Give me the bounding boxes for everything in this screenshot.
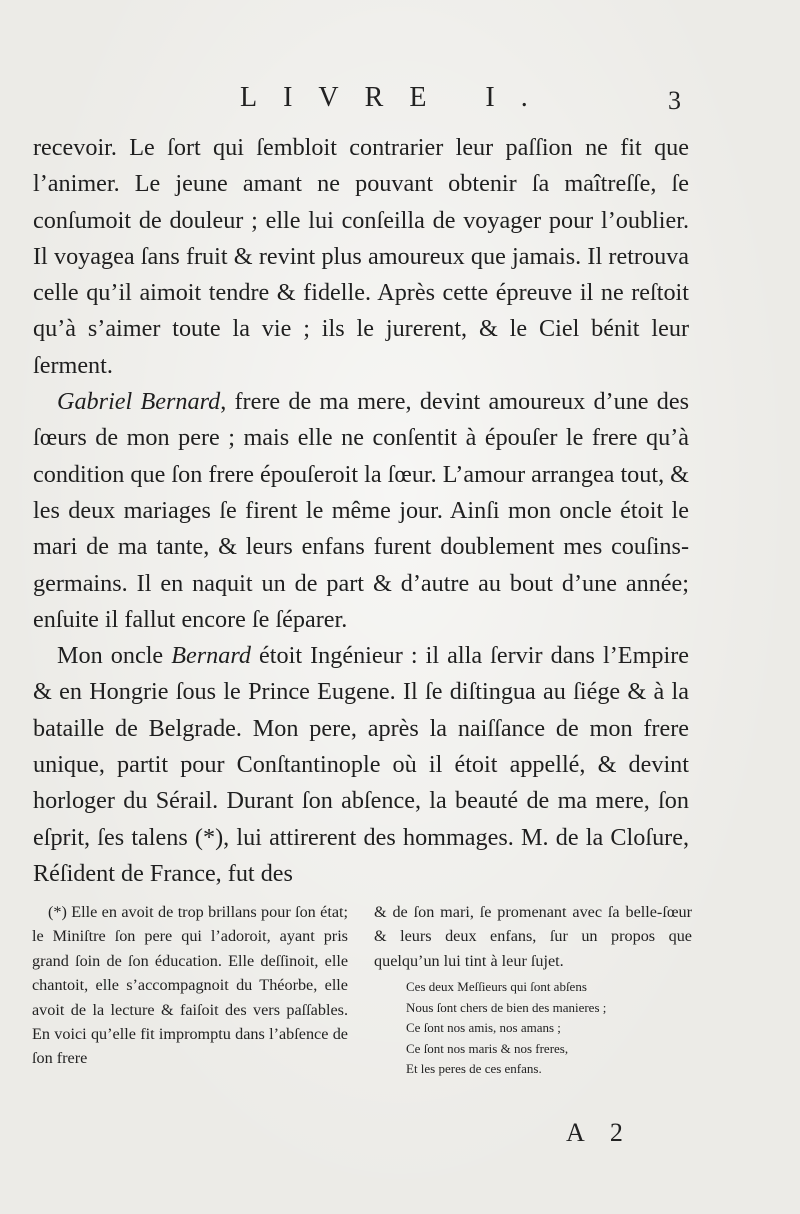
footnote-text-left: (*) Elle en avoit de trop brillans pour ſon état; le Miniſtre ſon pere qui l’adoroit, ayant pris grand ſoin de ſon éducation. Elle deſſinoit, elle chantoit, elle s’accompagnoit du Théorbe, elle avoit de la lecture & faiſoit des vers paſſables. En voici qu’elle fit impromptu dans l’abſence de ſon frere [32, 903, 348, 1068]
page-number: 3 [668, 86, 681, 115]
paragraph-2 [33, 384, 689, 638]
poem-line: Et les peres de ces enfans. [406, 1061, 542, 1077]
paragraph-2-text: , frere de ma mere, devint amoureux d’une des ſœurs de mon pere ; mais elle ne conſentit à épouſer le frere qu’à condition que ſon frere épouſeroit la ſœur. L’amour arrangea tout, & les deux mariages ſe firent le même jour. Ainſi mon oncle étoit le mari de ma tante, & leurs enfans furent doublement mes couſins-germains. Il en naquit un de part & d’autre au bout d’une année; enſuite il fallut encore ſe ſéparer. [33, 388, 689, 633]
poem [374, 977, 692, 1080]
running-head: LIVRE I. [240, 82, 554, 113]
signature-mark: A 2 [566, 1118, 633, 1147]
footnote [0, 900, 800, 1120]
person-name-gabriel-bernard: Gabriel Bernard [57, 388, 221, 416]
poem-line: Ce ſont nos amis, nos amans ; [406, 1020, 561, 1036]
paragraph-1: recevoir. Le ſort qui ſembloit contrarier leur paſſion ne fit que l’animer. Le jeune amant ne pouvant obtenir ſa maîtreſſe, ſe conſumoit de douleur ; elle lui conſeilla de voyager pour l’oublier. Il voyagea ſans fruit & revint plus amoureux que jamais. Il retrouva celle qu’il aimoit tendre & fidelle. Après cette épreuve il ne reſtoit qu’à s’aimer toute la vie ; ils le jurerent, & le Ciel bénit leur ſerment. [33, 134, 689, 379]
page-header [0, 82, 800, 118]
poem-line: Ce ſont nos maris & nos freres, [406, 1040, 569, 1056]
footnote-text-right: & de ſon mari, ſe promenant avec ſa belle-ſœur & leurs deux enfans, ſur un propos que quelqu’un lui tint à leur ſujet. [374, 903, 692, 970]
footnote-column-left [32, 900, 348, 1071]
paragraph-3-text: étoit Ingénieur : il alla ſervir dans l’Empire & en Hongrie ſous le Prince Eugene. Il ſe diſtingua au ſiége & à la bataille de Belgrade. Mon pere, après la naiſſance de mon frere unique, partit pour Conſtantinople où il étoit appellé, & devint horloger du Sérail. Durant ſon abſence, la beauté de ma mere, ſon eſprit, ſes talens (*), lui attirerent des hommages. M. de la Cloſure, Réſident de France, fut des [33, 642, 689, 887]
poem-line: Nous ſont chers de bien des manieres ; [406, 999, 607, 1015]
poem-line: Ces deux Meſſieurs qui ſont abſens [406, 979, 587, 995]
paragraph-3-start: Mon oncle [57, 642, 172, 670]
paragraph-3 [33, 638, 689, 892]
footnote-column-right [374, 900, 692, 1080]
main-text [33, 130, 689, 892]
person-name-bernard: Bernard [171, 642, 251, 670]
